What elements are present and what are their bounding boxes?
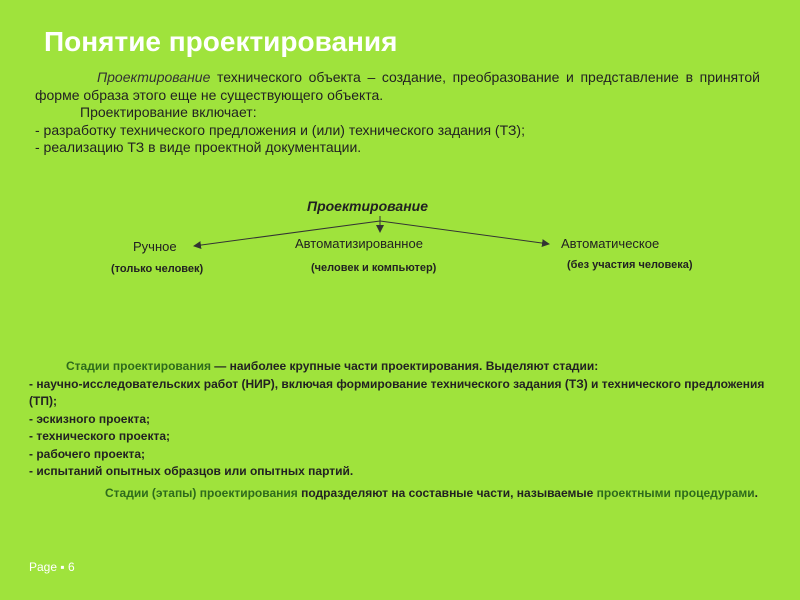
stages-intro-text: — наиболее крупные части проектирования. Выделяют стадии: [210,359,599,373]
slide-title: Понятие проектирования [44,26,398,57]
stages-intro [29,358,769,376]
procedures-end: . [754,486,759,500]
definition-term: Проектирование [97,69,211,85]
page-number: Page ▪ 6 [29,560,75,574]
procedures-paragraph [29,485,769,503]
diagram-root: Проектирование [307,198,429,214]
procedures-term-2: проектными процедурами [596,486,755,500]
includes-label: Проектирование включает: [80,104,257,120]
diagram-note-manual: (только человек) [111,263,204,275]
stages-block [29,358,769,481]
procedures-term: Стадии (этапы) проектирования [105,486,298,500]
definition-text: технического объекта – создание, преобразование и представление в принятой форме образа этого еще не существующего объекта. [35,69,760,103]
stage-item: - рабочего проекта; [29,446,146,461]
diagram-note-automatic: (без участия человека) [567,259,693,271]
stages-term: Стадии проектирования [66,359,211,373]
includes-item: - разработку технического предложения и (или) технического задания (ТЗ); [35,121,525,138]
stage-item: - эскизного проекта; [29,411,151,426]
stage-item: - технического проекта; [29,429,170,443]
diagram-node-automatic: Автоматическое [561,236,660,251]
stage-item: - испытаний опытных образцов или опытных партий. [29,464,354,478]
stage-item: - научно-исследовательских работ (НИР), включая формирование технического задания (ТЗ) и технического предложения (ТП); [29,376,765,408]
includes-item: - реализацию ТЗ в виде проектной документации. [35,139,362,155]
diagram-node-manual: Ручное [133,239,177,254]
diagram-note-automated: (человек и компьютер) [311,262,437,274]
diagram-node-automated: Автоматизированное [295,236,423,251]
procedures-text: подразделяют на составные части, называемые [297,486,597,500]
